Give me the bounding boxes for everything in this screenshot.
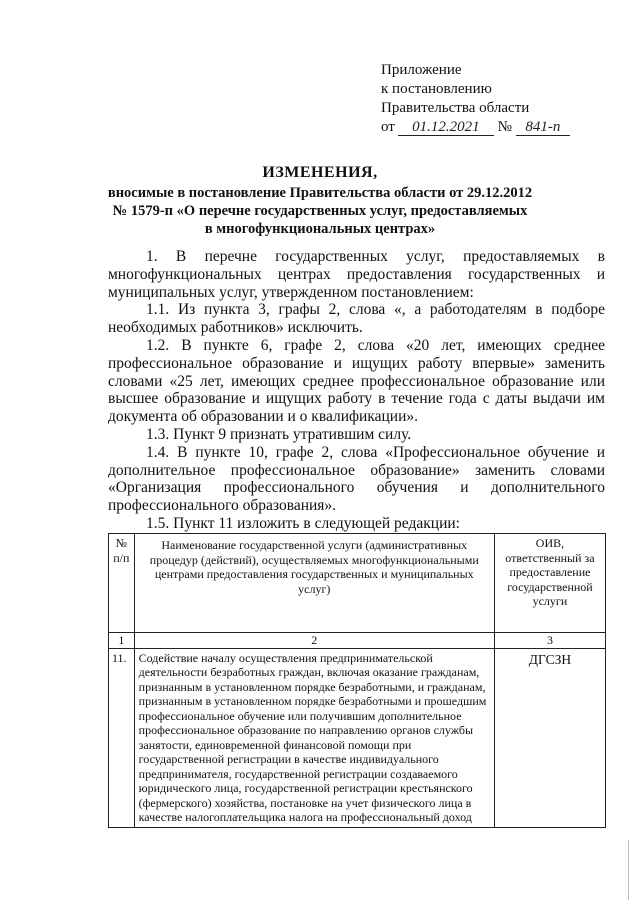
paragraph-1-5: 1.5. Пункт 11 изложить в следующей редакции: — [146, 514, 460, 532]
header-number: № п/п — [109, 534, 135, 633]
subtitle-line-1: вносимые в постановление Правительства области от 29.12.2012 — [107, 185, 533, 201]
column-number-1: 1 — [109, 633, 135, 649]
paragraph-1-4: 1.4. В пункте 10, графе 2, слова «Профессиональное обучение и дополнительное профессиональное образование» заменить словами «Организация профессионального обучения и дополнительного профессионального образования». — [108, 443, 605, 515]
paragraph-1-1: 1.1. Из пункта 3, графы 2, слова «, а работодателям в подборе необходимых работников» исключить. — [108, 301, 605, 337]
handwritten-number: 841-п — [516, 119, 570, 136]
from-label: от — [381, 119, 395, 135]
paragraph-1-3: 1.3. Пункт 9 признать утратившим силу. — [146, 425, 412, 443]
appendix-government: Правительства области — [381, 100, 530, 116]
subtitle-line-3: в многофункциональных центрах» — [204, 221, 436, 237]
appendix-label: Приложение — [381, 62, 462, 78]
table-row — [109, 648, 606, 827]
appendix-header — [381, 61, 621, 137]
header-service-name: Наименование государственной услуги (административных процедур (действий), осуществляемых многофункциональными центрами предоставления государственных и муниципальных услуг) — [134, 534, 494, 633]
table-header-row — [109, 534, 606, 633]
number-sign: № — [497, 119, 512, 135]
column-number-2: 2 — [134, 633, 494, 649]
paragraph-1-2: 1.2. В пункте 6, графе 2, слова «20 лет, имеющих среднее профессиональное образование и ищущих работу впервые» заменить словами «25 лет, имеющих среднее профессиональное образование или высшее образование и ищущих работу в течение года с даты выдачи им документа об образовании и о квалификации». — [108, 336, 605, 426]
document-title: ИЗМЕНЕНИЯ, — [262, 164, 378, 181]
handwritten-date: 01.12.2021 — [398, 119, 494, 136]
subtitle-line-2: № 1579-п «О перечне государственных услуг, предоставляемых — [112, 203, 528, 219]
appendix-to-resolution: к постановлению — [381, 81, 492, 97]
row-authority: ДГСЗН — [494, 648, 605, 827]
services-table — [108, 533, 606, 828]
row-number: 11. — [109, 648, 135, 827]
scan-margin-mark — [628, 840, 629, 900]
document-subtitle — [90, 184, 550, 238]
header-authority: ОИВ, ответственный за предоставление государственной услуги — [494, 534, 605, 633]
column-number-3: 3 — [494, 633, 605, 649]
paragraph-1: 1. В перечне государственных услуг, предоставляемых в многофункциональных центрах предоставления государственных и муниципальных услуг, утвержденном постановлением: — [108, 248, 605, 301]
appendix-date-number-line — [381, 118, 621, 137]
row-service-name: Содействие началу осуществления предпринимательской деятельности безработных граждан, включая оказание гражданам, признанным в установленном порядке безработными, и гражданам, признанным в установленном порядке безработными и прошедшим профессиональное обучение или получившим дополнительное профессиональное образование по направлению органов службы занятости, единовременной финансовой помощи при государственной регистрации в качестве индивидуального предпринимателя, государственной регистрации создаваемого юридического лица, государственной регистрации крестьянского (фермерского) хозяйства, постановке на учет физического лица в качестве налогоплательщика налога на профессиональный доход — [134, 648, 494, 827]
table-column-numbers-row — [109, 633, 606, 649]
document-body — [108, 248, 605, 533]
